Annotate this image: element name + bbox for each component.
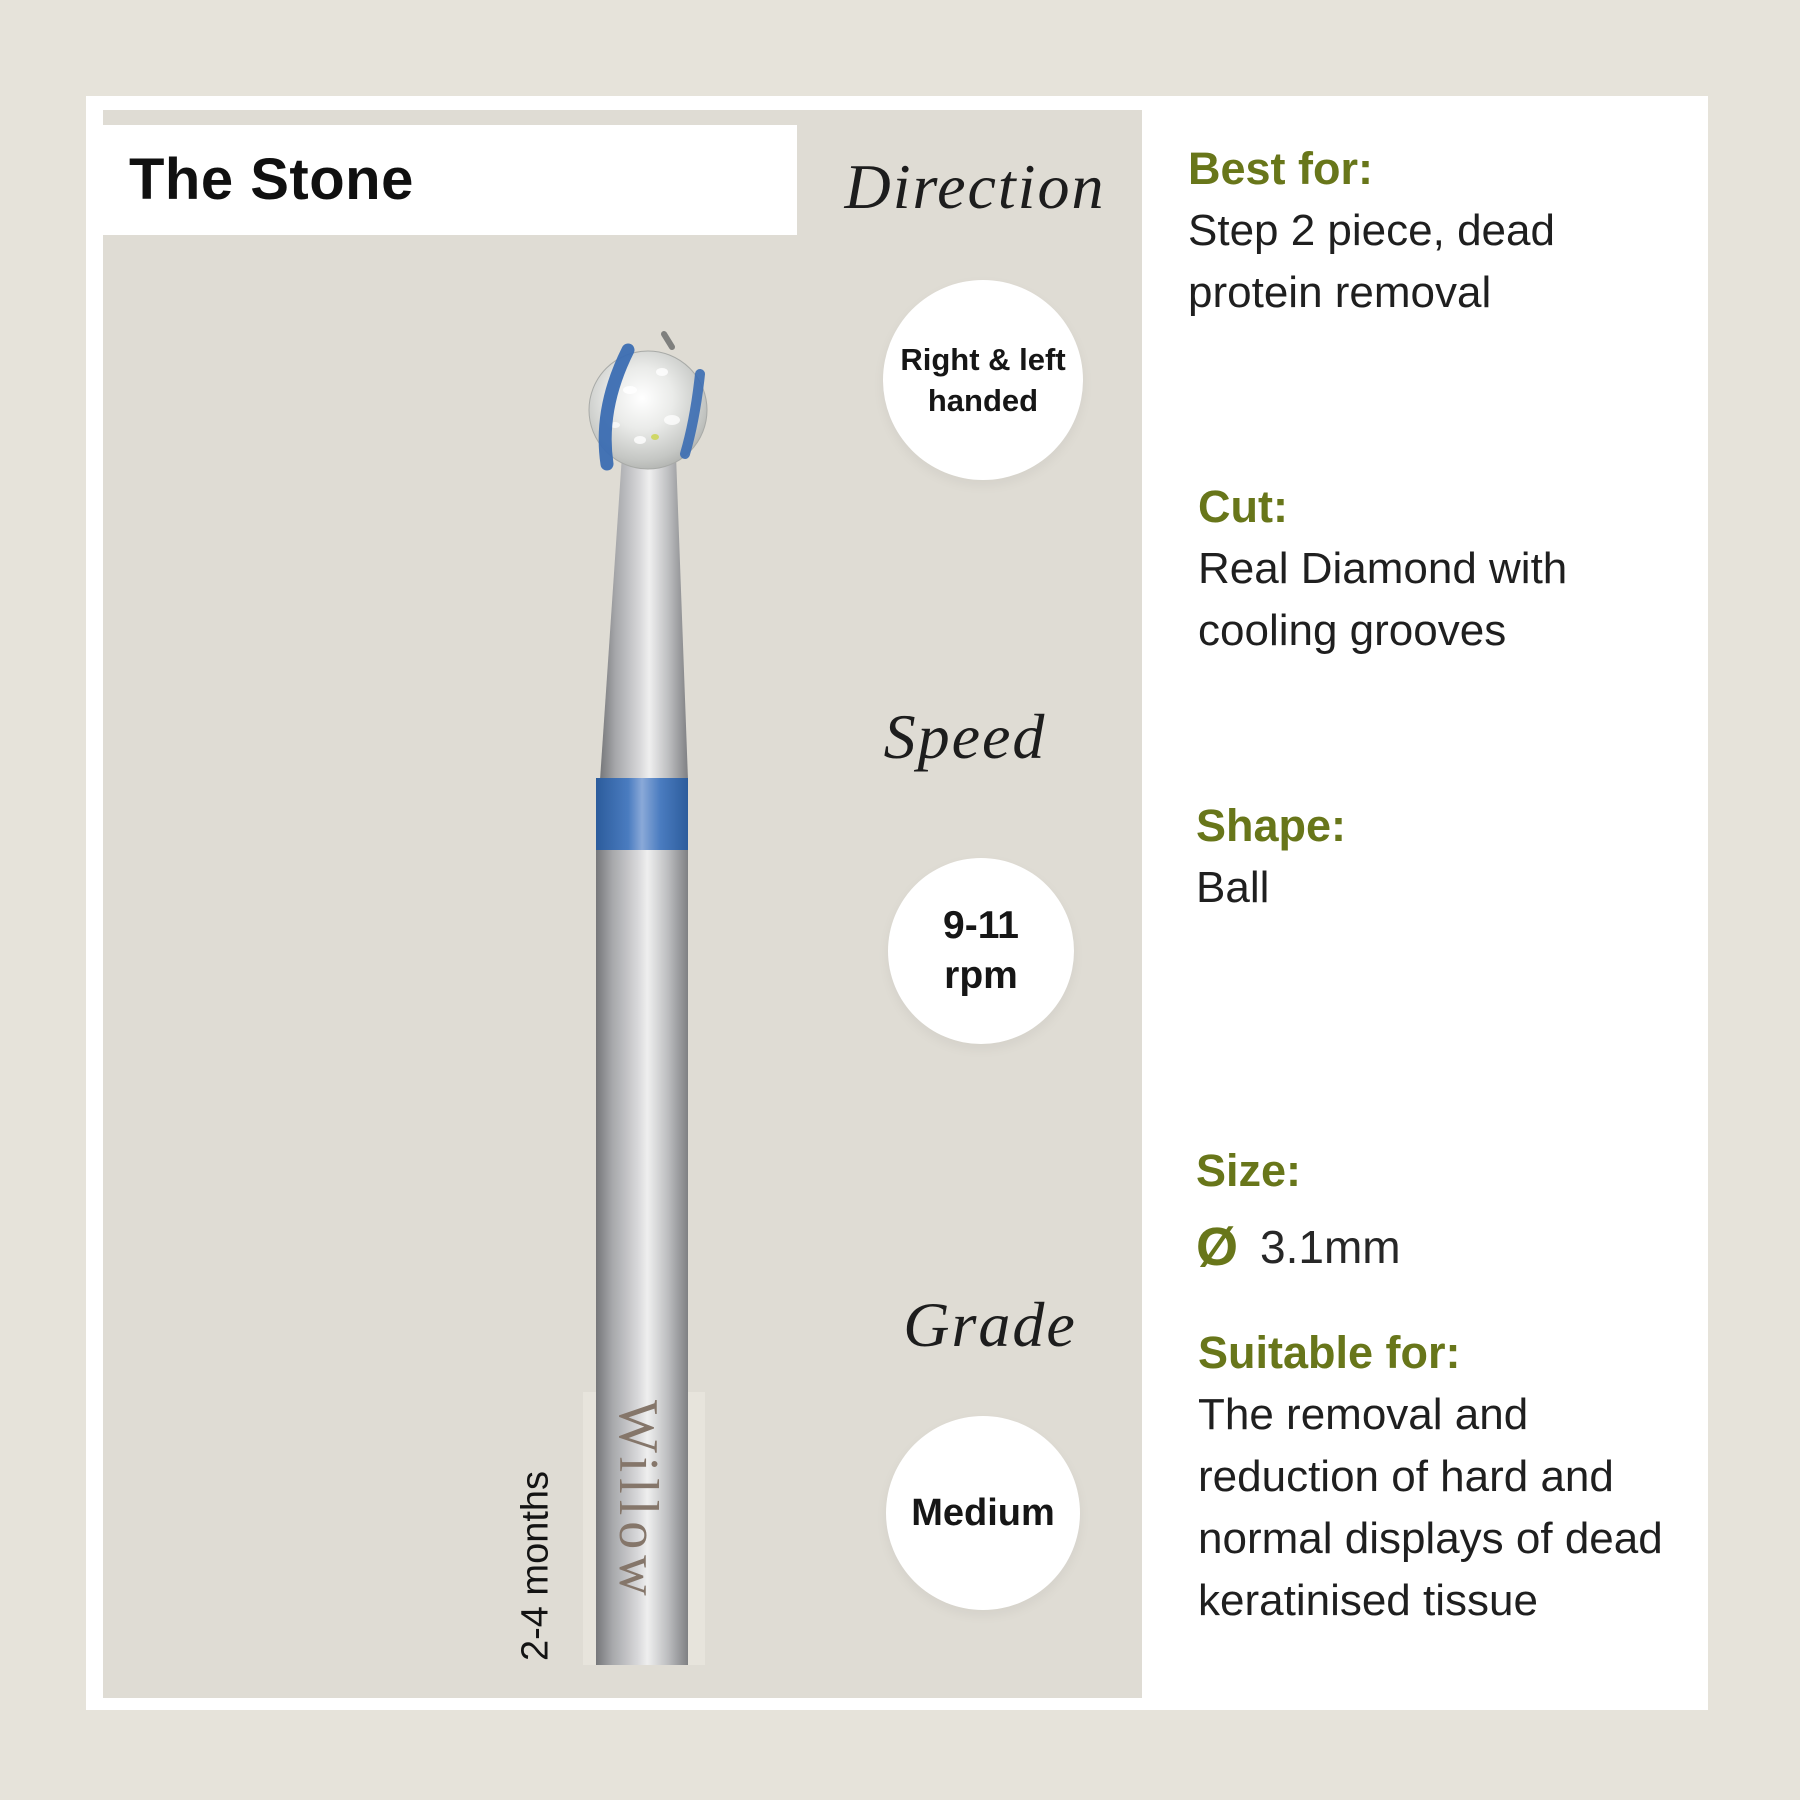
suitable-for-text-line: reduction of hard and <box>1198 1452 1614 1501</box>
suitable-for-label: Suitable for: <box>1198 1327 1461 1378</box>
speed-heading: Speed <box>883 701 1047 772</box>
grade-value-line: Medium <box>911 1491 1055 1534</box>
best-for-block <box>1188 138 1708 324</box>
suitable-for-text-line: keratinised tissue <box>1198 1576 1538 1625</box>
drill-neck <box>600 455 688 780</box>
cut-text-line: Real Diamond with <box>1198 544 1568 593</box>
best-for-text-line: Step 2 piece, dead <box>1188 206 1555 255</box>
cut-text-line: cooling grooves <box>1198 606 1507 655</box>
suitable-for-text-line: The removal and <box>1198 1390 1529 1439</box>
suitable-for-block <box>1198 1322 1718 1632</box>
size-value: 3.1mm <box>1260 1221 1401 1273</box>
grade-value-circle <box>886 1416 1080 1610</box>
page-title: The Stone <box>129 147 414 212</box>
lifespan-label: 2-4 months <box>514 1470 557 1662</box>
best-for-label: Best for: <box>1188 143 1374 194</box>
cut-block <box>1198 476 1718 662</box>
size-block <box>1196 1140 1716 1278</box>
diameter-icon: Ø <box>1196 1217 1239 1277</box>
shape-block <box>1196 795 1716 919</box>
blue-band <box>596 778 688 850</box>
shape-label: Shape: <box>1196 800 1347 851</box>
speed-value-line: 9-11 <box>943 904 1019 947</box>
speed-value-line: rpm <box>944 954 1018 997</box>
size-value-row <box>1196 1216 1716 1278</box>
suitable-for-text-line: normal displays of dead <box>1198 1514 1663 1563</box>
cut-label: Cut: <box>1198 481 1288 532</box>
direction-value-circle <box>883 280 1083 480</box>
grade-heading: Grade <box>903 1289 1077 1360</box>
speed-value-circle <box>888 858 1074 1044</box>
direction-value-line: handed <box>927 383 1039 418</box>
size-label: Size: <box>1196 1145 1302 1196</box>
brand-engraving: Willow <box>607 1400 669 1602</box>
best-for-text-line: protein removal <box>1188 268 1492 317</box>
shape-text-line: Ball <box>1196 863 1270 912</box>
title-bar <box>97 125 797 235</box>
direction-heading: Direction <box>844 151 1106 222</box>
direction-value-line: Right & left <box>900 342 1066 377</box>
